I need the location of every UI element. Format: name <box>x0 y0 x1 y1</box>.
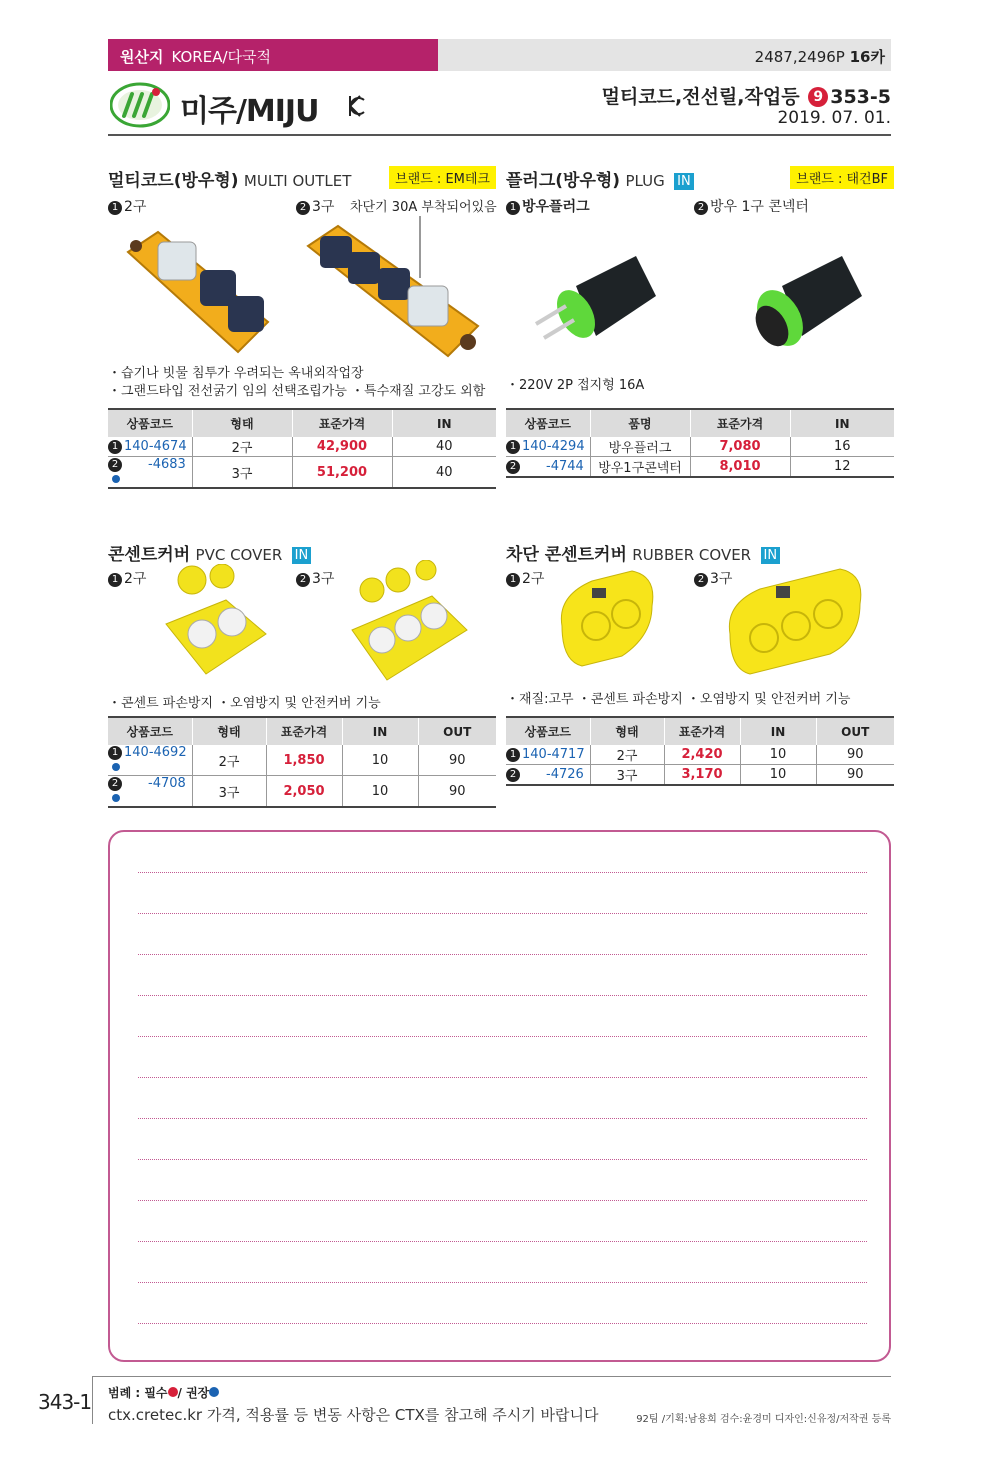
memo-line <box>138 1036 867 1037</box>
pages-ref: 2487,2496P <box>754 48 845 66</box>
type-cell: 2구 <box>590 745 664 765</box>
name-cell: 방우플러그 <box>590 437 690 457</box>
col-header: IN <box>740 717 816 745</box>
section-title <box>506 540 894 564</box>
option-1 <box>506 568 544 588</box>
memo-line <box>138 995 867 996</box>
footer-vertical-divider <box>92 1376 93 1424</box>
col-header: IN <box>342 717 418 745</box>
col-header: 형태 <box>192 717 266 745</box>
in-badge: IN <box>292 547 312 564</box>
table-row <box>108 457 496 489</box>
price-cell: 3,170 <box>681 767 723 782</box>
col-header: 표준가격 <box>664 717 740 745</box>
product-code: -4744 <box>546 459 584 474</box>
header-divider <box>108 134 891 136</box>
price-cell: 2,050 <box>283 783 325 799</box>
type-cell: 3구 <box>192 776 266 808</box>
site-note: 가격, 적용률 등 변동 사항은 CTX를 참고해 주시기 바랍니다 <box>206 1406 599 1424</box>
row-number-badge: 1 <box>506 748 520 762</box>
section-title-ko: 차단 콘센트커버 <box>506 545 627 565</box>
price-cell: 8,010 <box>719 459 761 474</box>
section-title-ko: 멀티코드(방우형) <box>108 171 239 191</box>
row-number-badge: 1 <box>108 440 122 454</box>
option-number-badge: 1 <box>506 201 520 215</box>
col-header: 표준가격 <box>292 409 392 437</box>
brand-name: 미주/MIJU <box>180 94 319 129</box>
col-header: 표준가격 <box>266 717 342 745</box>
plug-image <box>526 246 666 366</box>
note-1: ・220V 2P 접지형 16A <box>506 378 645 393</box>
option-label: 방우 1구 콘넥터 <box>710 199 809 215</box>
section-title-ko: 콘센트커버 <box>108 545 191 565</box>
section-title-en: PVC COVER <box>195 546 283 564</box>
site-link[interactable]: ctx.cretec.kr <box>108 1406 203 1424</box>
option-number-badge: 2 <box>694 201 708 215</box>
type-cell: 3구 <box>192 457 292 489</box>
out-cell: 90 <box>816 765 894 786</box>
product-code: 140-4294 <box>522 439 585 454</box>
product-code: -4726 <box>546 767 584 782</box>
out-cell: 90 <box>418 776 496 808</box>
option-label: 2구 <box>124 199 147 215</box>
pages-suffix: 16카 <box>849 48 885 66</box>
section-title-en: MULTI OUTLET <box>243 172 352 190</box>
site-notice <box>108 1404 598 1425</box>
memo-line <box>138 954 867 955</box>
section-pvc-cover <box>108 540 496 801</box>
option-2 <box>694 196 809 216</box>
spec-table <box>506 716 894 786</box>
col-header: 상품코드 <box>108 717 192 745</box>
option-1 <box>506 196 590 216</box>
option-1 <box>108 196 146 216</box>
option-label: 방우플러그 <box>522 199 590 215</box>
note-2: ・그랜드타입 전선굵기 임의 선택조립가능 ・특수재질 고강도 외함 <box>108 384 486 399</box>
col-header: OUT <box>816 717 894 745</box>
table-row <box>506 745 894 765</box>
memo-line <box>138 1323 867 1324</box>
rubber-cover-2-image <box>552 566 662 676</box>
pvc-cover-2-image <box>156 564 276 684</box>
price-cell: 1,850 <box>283 752 325 768</box>
option-label: 2구 <box>522 571 545 587</box>
product-code: 140-4674 <box>124 439 187 454</box>
footer-divider <box>93 1376 891 1377</box>
recommended-dot-icon <box>112 475 120 483</box>
table-row <box>108 745 496 776</box>
memo-line <box>138 872 867 873</box>
col-header: 품명 <box>590 409 690 437</box>
in-cell: 40 <box>392 437 496 457</box>
in-badge: IN <box>674 173 694 190</box>
out-cell: 90 <box>816 745 894 765</box>
memo-line <box>138 1118 867 1119</box>
in-cell: 16 <box>790 437 894 457</box>
issue-date: 2019. 07. 01. <box>777 108 891 128</box>
col-header: 형태 <box>192 409 292 437</box>
type-cell: 2구 <box>192 437 292 457</box>
option-1 <box>108 568 146 588</box>
spec-table <box>108 408 496 489</box>
memo-line <box>138 913 867 914</box>
col-header: IN <box>790 409 894 437</box>
row-number-badge: 2 <box>506 768 520 782</box>
product-code: 140-4692 <box>124 745 187 760</box>
origin-value: KOREA/다국적 <box>171 48 271 66</box>
table-row <box>506 765 894 786</box>
required-dot-icon <box>168 1387 178 1397</box>
kc-mark-icon <box>346 94 366 118</box>
in-cell: 10 <box>740 745 816 765</box>
brand-tag: 브랜드 : EM테크 <box>389 166 496 189</box>
table-row <box>506 437 894 457</box>
type-cell: 3구 <box>590 765 664 786</box>
miju-logo-icon <box>110 82 170 128</box>
memo-line <box>138 1077 867 1078</box>
legend-recommended-label: / 권장 <box>177 1386 210 1400</box>
category-name: 멀티코드,전선릴,작업등 <box>601 86 800 108</box>
option-number-badge: 2 <box>694 573 708 587</box>
legend-required-label: 범례 : 필수 <box>108 1386 168 1400</box>
in-cell: 10 <box>342 745 418 776</box>
col-header: OUT <box>418 717 496 745</box>
col-header: 상품코드 <box>506 409 590 437</box>
col-header: 상품코드 <box>108 409 192 437</box>
category-number-badge: 9 <box>808 87 828 107</box>
recommended-dot-icon <box>209 1387 219 1397</box>
origin-label: 원산지 <box>120 48 164 66</box>
price-cell: 2,420 <box>681 747 723 762</box>
price-cell: 51,200 <box>316 464 368 480</box>
origin-banner <box>108 39 438 71</box>
col-header: IN <box>392 409 496 437</box>
option-number-badge: 1 <box>108 201 122 215</box>
multi-outlet-2-image <box>118 222 278 362</box>
col-header: 형태 <box>590 717 664 745</box>
name-cell: 방우1구콘넥터 <box>590 457 690 478</box>
row-number-badge: 2 <box>108 777 122 791</box>
section-rubber-cover <box>506 540 894 790</box>
connector-image <box>732 246 872 376</box>
type-cell: 2구 <box>192 745 266 776</box>
option-number-badge: 1 <box>506 573 520 587</box>
note-1: ・재질:고무 ・콘센트 파손방지 ・오염방지 및 안전커버 기능 <box>506 692 851 707</box>
spec-table <box>108 716 496 808</box>
category-heading <box>602 82 891 109</box>
col-header: 상품코드 <box>506 717 590 745</box>
in-cell: 10 <box>342 776 418 808</box>
section-title-ko: 플러그(방우형) <box>506 171 621 191</box>
in-cell: 40 <box>392 457 496 489</box>
product-code: -4708 <box>148 776 186 791</box>
option-2 <box>296 568 334 588</box>
table-row <box>108 437 496 457</box>
row-number-badge: 2 <box>108 458 122 472</box>
option-number-badge: 2 <box>296 573 310 587</box>
top-bar <box>108 39 891 71</box>
rubber-cover-3-image <box>720 564 870 684</box>
recommended-dot-icon <box>112 794 120 802</box>
product-code: 140-4717 <box>522 747 585 762</box>
memo-line <box>138 1159 867 1160</box>
in-cell: 12 <box>790 457 894 478</box>
product-code: -4683 <box>148 457 186 472</box>
section-title-en: PLUG <box>625 172 665 190</box>
note-1: ・콘센트 파손방지 ・오염방지 및 안전커버 기능 <box>108 696 381 711</box>
pages-banner <box>438 39 891 71</box>
spec-table <box>506 408 894 478</box>
recommended-dot-icon <box>112 763 120 771</box>
out-cell: 90 <box>418 745 496 776</box>
price-cell: 42,900 <box>316 439 368 454</box>
breaker-callout: 차단기 30A 부착되어있음 <box>350 200 497 215</box>
credit-line: 92팀 /기획:남용희 검수:윤경미 디자인:신유정/저작권 등록 <box>636 1414 891 1425</box>
memo-line <box>138 1200 867 1201</box>
in-cell: 10 <box>740 765 816 786</box>
row-number-badge: 1 <box>506 440 520 454</box>
option-number-badge: 2 <box>296 201 310 215</box>
option-label: 2구 <box>124 571 147 587</box>
page-number: 343-1 <box>38 1390 92 1414</box>
option-number-badge: 1 <box>108 573 122 587</box>
option-label: 3구 <box>710 571 733 587</box>
section-multi-outlet <box>108 166 496 486</box>
table-row <box>506 457 894 478</box>
memo-line <box>138 1241 867 1242</box>
multi-outlet-3-image <box>298 216 488 366</box>
pvc-cover-3-image <box>342 560 472 690</box>
section-title-en: RUBBER COVER <box>632 546 752 564</box>
col-header: 표준가격 <box>690 409 790 437</box>
legend <box>108 1384 219 1401</box>
brand-tag: 브랜드 : 태건BF <box>790 166 894 189</box>
row-number-badge: 1 <box>108 746 122 760</box>
option-label: 3구 <box>312 571 335 587</box>
category-code: 353-5 <box>830 86 891 108</box>
row-number-badge: 2 <box>506 460 520 474</box>
memo-box <box>108 830 891 1362</box>
in-badge: IN <box>761 547 781 564</box>
note-1: ・습기나 빗물 침투가 우려되는 옥내외작업장 <box>108 366 364 381</box>
memo-line <box>138 1282 867 1283</box>
option-2 <box>296 196 334 216</box>
section-plug <box>506 166 894 486</box>
option-label: 3구 <box>312 199 335 215</box>
price-cell: 7,080 <box>719 439 761 454</box>
table-row <box>108 776 496 808</box>
